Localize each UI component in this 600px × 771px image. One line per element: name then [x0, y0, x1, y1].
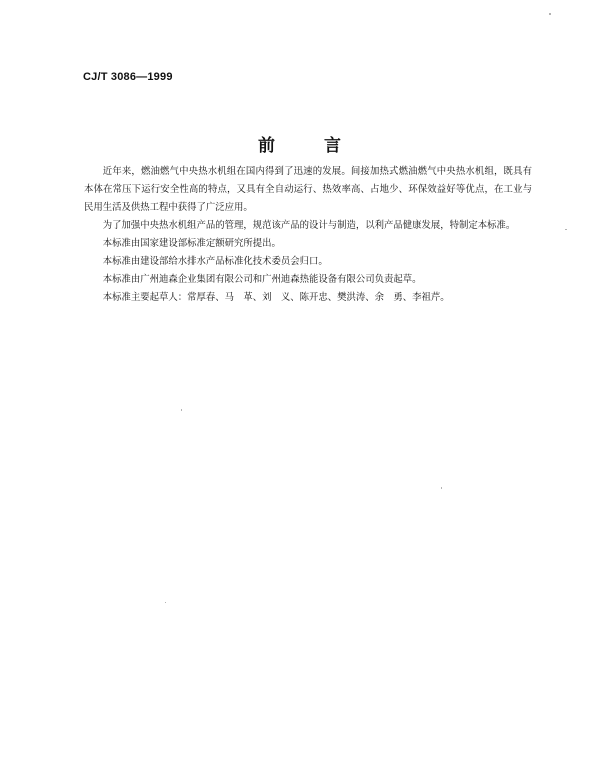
paragraph-proposer: 本标准由国家建设部标准定额研究所提出。 — [102, 238, 281, 249]
paragraph-intro: 近年来，燃油燃气中央热水机组在国内得到了迅速的发展。间接加热式燃油燃气中央热水机组，既具有本体在常压下运行安全性高的特点，又具有全自动运行、热效率高、占地少、环保效益好等优点，在工业与民用生活及供热工程中获得了广泛应用。 — [84, 166, 532, 213]
standard-code: CJ/T 3086—1999 — [83, 71, 173, 83]
scan-speck — [181, 409, 182, 411]
scan-speck — [165, 602, 166, 603]
page-title — [0, 131, 600, 156]
paragraph-centralizer: 本标准由建设部给水排水产品标准化技术委员会归口。 — [102, 256, 328, 267]
scan-speck — [441, 487, 442, 489]
scan-speck — [549, 13, 551, 15]
paragraph-drafting-unit: 本标准由广州迪森企业集团有限公司和广州迪森热能设备有限公司负责起草。 — [102, 274, 422, 285]
paragraph-drafters: 本标准主要起草人：常厚春、马 革、刘 义、陈开忠、樊洪涛、余 勇、李祖芹。 — [102, 292, 450, 303]
title-char-2: 言 — [324, 136, 342, 156]
scan-speck — [565, 229, 567, 230]
paragraph-purpose: 为了加强中央热水机组产品的管理，规范该产品的设计与制造，以利产品健康发展，特制定本标准。 — [102, 220, 516, 231]
title-char-1: 前 — [258, 136, 276, 156]
foreword-body — [84, 163, 532, 307]
